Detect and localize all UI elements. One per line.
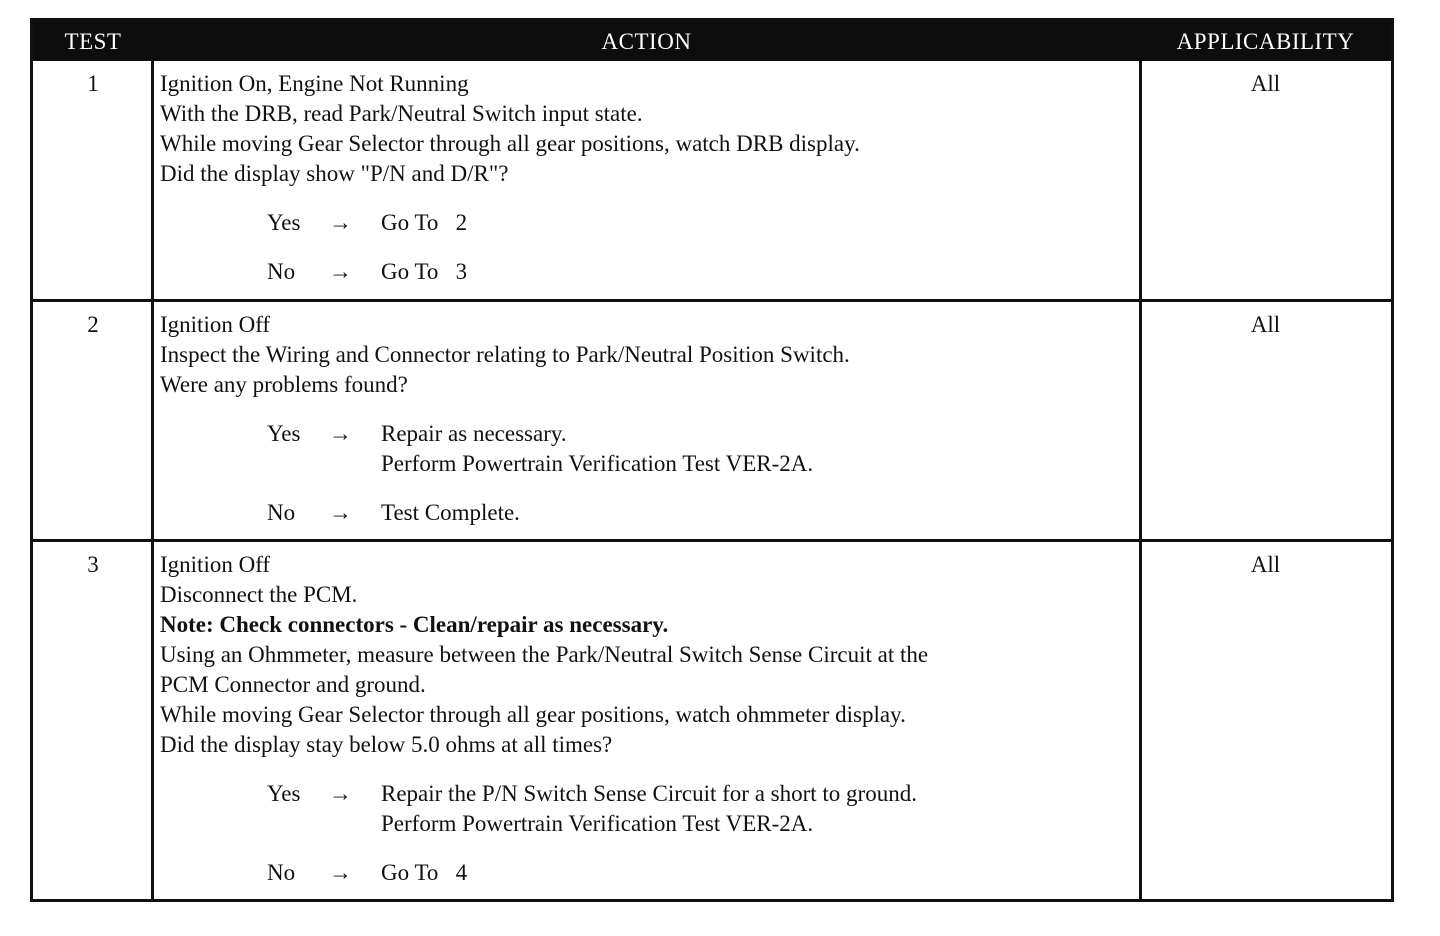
arrow-icon: → xyxy=(329,259,352,284)
no-result xyxy=(381,858,467,888)
table-row-test-1 xyxy=(33,61,1391,301)
no-outcome xyxy=(267,858,1135,888)
arrow-icon: → xyxy=(329,500,352,525)
yes-result xyxy=(381,208,467,238)
header-action: ACTION xyxy=(601,29,692,54)
arrow-icon: → xyxy=(329,210,352,235)
applicability-cell: All xyxy=(1250,552,1281,577)
header-applicability: APPLICABILITY xyxy=(1176,29,1355,54)
no-label: No xyxy=(267,259,296,284)
no-label: No xyxy=(267,860,296,885)
table-row-test-3 xyxy=(33,539,1391,899)
table-row-test-2 xyxy=(33,299,1391,541)
no-result xyxy=(381,498,520,528)
action-line: While moving Gear Selector through all gear positions, watch ohmmeter display. xyxy=(160,702,906,727)
yes-outcome xyxy=(267,208,1135,238)
action-line: Using an Ohmmeter, measure between the Park/Neutral Switch Sense Circuit at the xyxy=(160,642,929,667)
yes-label: Yes xyxy=(267,781,301,806)
yes-outcome xyxy=(267,779,1135,839)
test-number: 3 xyxy=(87,552,99,577)
result-line: Go To 4 xyxy=(381,860,468,885)
result-line: Test Complete. xyxy=(381,500,520,525)
diagnostic-test-table xyxy=(30,18,1394,902)
note-line: Note: Check connectors - Clean/repair as necessary. xyxy=(160,612,669,637)
action-line: Ignition On, Engine Not Running xyxy=(160,71,469,96)
result-line: Go To 2 xyxy=(381,210,468,235)
action-line: Did the display show "P/N and D/R"? xyxy=(160,161,509,186)
yes-outcome xyxy=(267,419,1135,479)
arrow-icon: → xyxy=(329,781,352,806)
header-test: TEST xyxy=(64,29,122,54)
action-cell xyxy=(160,69,1135,287)
no-outcome xyxy=(267,257,1135,287)
yes-label: Yes xyxy=(267,421,301,446)
result-line: Perform Powertrain Verification Test VER-2A. xyxy=(381,811,814,836)
test-number: 1 xyxy=(87,71,99,96)
applicability-cell: All xyxy=(1250,71,1281,96)
no-outcome xyxy=(267,498,1135,528)
action-line: Did the display stay below 5.0 ohms at all times? xyxy=(160,732,613,757)
no-result xyxy=(381,257,467,287)
no-label: No xyxy=(267,500,296,525)
action-line: Were any problems found? xyxy=(160,372,408,397)
action-line: While moving Gear Selector through all gear positions, watch DRB display. xyxy=(160,131,860,156)
test-number: 2 xyxy=(87,312,99,337)
action-cell xyxy=(160,310,1135,528)
action-cell xyxy=(160,550,1135,888)
result-line: Perform Powertrain Verification Test VER-2A. xyxy=(381,451,814,476)
yes-label: Yes xyxy=(267,210,301,235)
yes-result xyxy=(381,779,917,839)
arrow-icon: → xyxy=(329,421,352,446)
action-line: Inspect the Wiring and Connector relating to Park/Neutral Position Switch. xyxy=(160,342,850,367)
action-line: Disconnect the PCM. xyxy=(160,582,358,607)
action-line: Ignition Off xyxy=(160,312,271,337)
action-line: With the DRB, read Park/Neutral Switch input state. xyxy=(160,101,643,126)
action-line: Ignition Off xyxy=(160,552,271,577)
result-line: Repair the P/N Switch Sense Circuit for a short to ground. xyxy=(381,781,917,806)
table-header xyxy=(33,21,1391,61)
yes-result xyxy=(381,419,813,479)
action-line: PCM Connector and ground. xyxy=(160,672,426,697)
applicability-cell: All xyxy=(1250,312,1281,337)
arrow-icon: → xyxy=(329,860,352,885)
result-line: Repair as necessary. xyxy=(381,421,567,446)
result-line: Go To 3 xyxy=(381,259,468,284)
